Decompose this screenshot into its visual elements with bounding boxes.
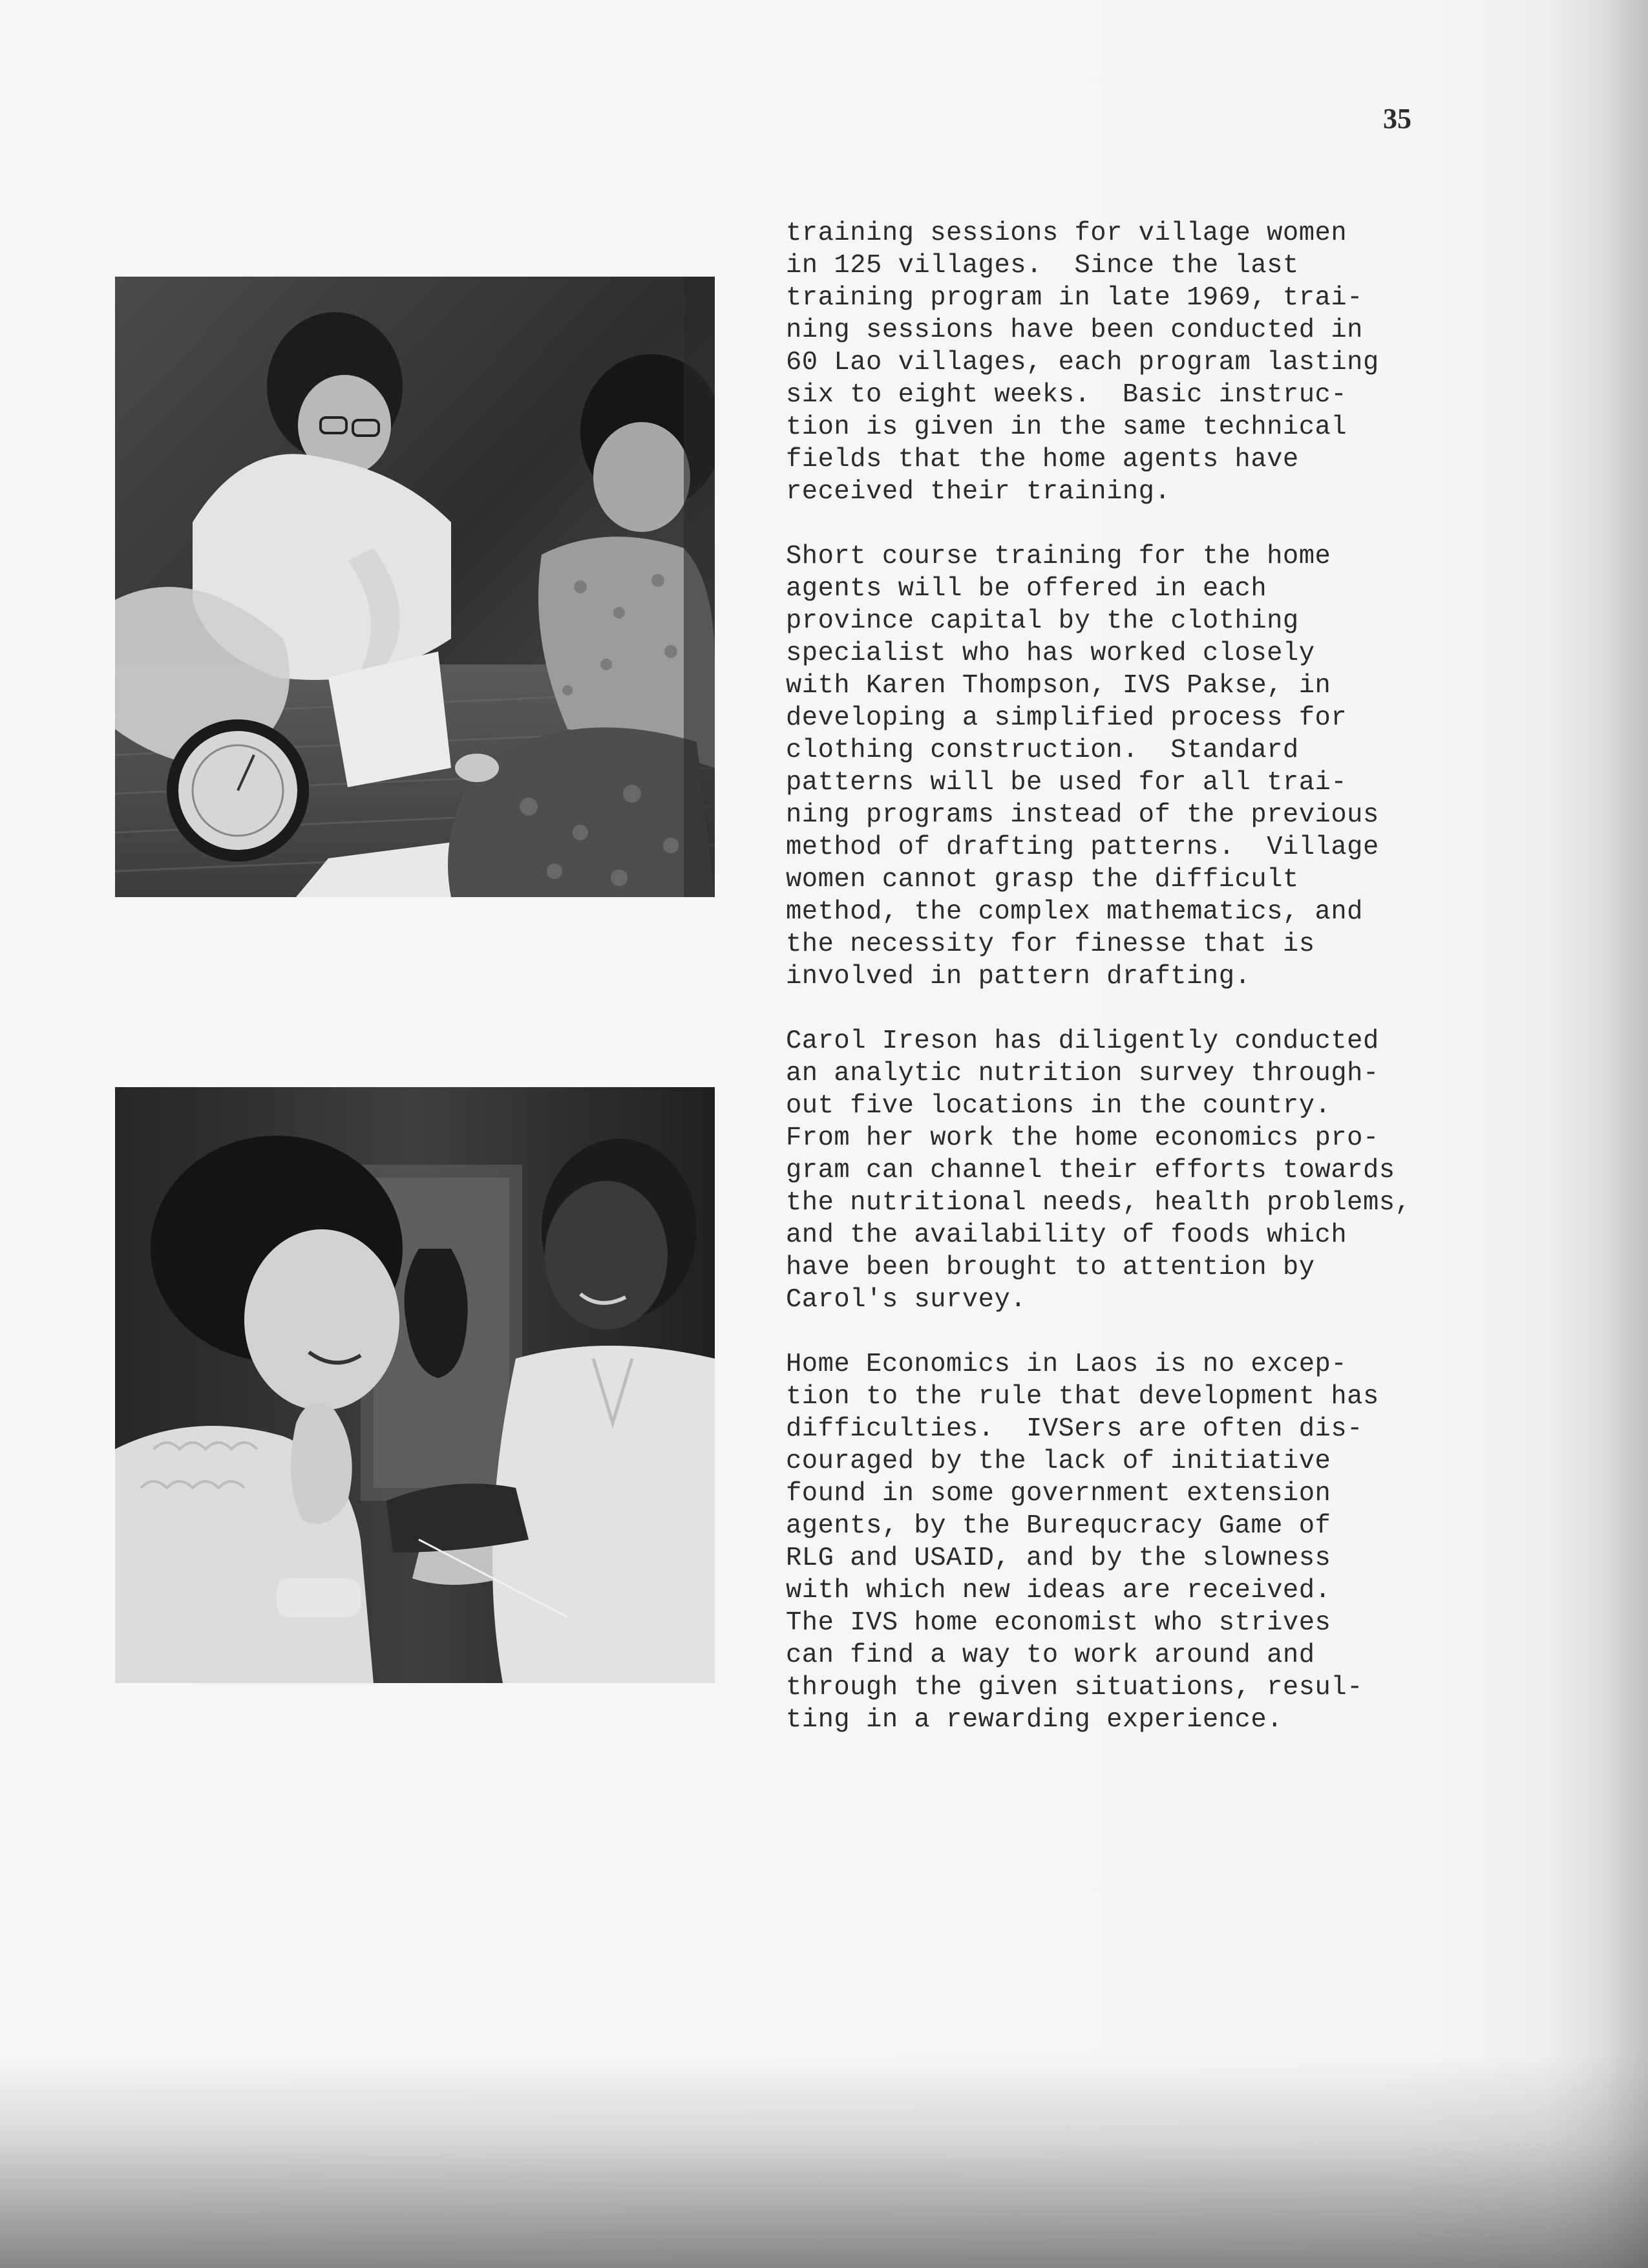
paragraph-short-course — [786, 540, 1471, 993]
text-line: ning sessions have been conducted in — [786, 315, 1363, 345]
text-line: Short course training for the home — [786, 542, 1331, 571]
text-line: ning programs instead of the previous — [786, 800, 1379, 830]
page-number: 35 — [1383, 103, 1411, 134]
text-line: with which new ideas are received. — [786, 1576, 1331, 1606]
text-line: ting in a rewarding experience. — [786, 1705, 1283, 1735]
text-line: have been brought to attention by — [786, 1253, 1315, 1282]
text-line: received their training. — [786, 477, 1171, 507]
text-line: tion is given in the same technical — [786, 412, 1347, 442]
text-line: an analytic nutrition survey through- — [786, 1059, 1379, 1088]
text-line: fields that the home agents have — [786, 445, 1299, 474]
photo-sewing-training — [115, 277, 715, 897]
text-line: training program in late 1969, trai- — [786, 283, 1363, 313]
text-line: 60 Lao villages, each program lasting — [786, 348, 1379, 377]
paragraph-home-economics-laos — [786, 1348, 1471, 1736]
text-line: through the given situations, resul- — [786, 1673, 1363, 1702]
text-line: The IVS home economist who strives — [786, 1608, 1331, 1638]
text-line: couraged by the lack of initiative — [786, 1447, 1331, 1476]
text-line: involved in pattern drafting. — [786, 962, 1251, 991]
text-line: with Karen Thompson, IVS Pakse, in — [786, 671, 1331, 701]
text-line: Carol Ireson has diligently conducted — [786, 1026, 1379, 1056]
text-line: agents will be offered in each — [786, 574, 1267, 604]
photo-laughing-pair-image — [115, 1087, 715, 1683]
text-line: and the availability of foods which — [786, 1220, 1347, 1250]
text-line: gram can channel their efforts towards — [786, 1156, 1395, 1185]
page-edge-shadow — [1545, 0, 1648, 2268]
text-line: Carol's survey. — [786, 1285, 1027, 1315]
text-line: out five locations in the country. — [786, 1091, 1331, 1121]
text-line: developing a simplified process for — [786, 703, 1347, 733]
text-line: difficulties. IVSers are often dis- — [786, 1414, 1363, 1444]
text-line: method of drafting patterns. Village — [786, 832, 1379, 862]
text-line: the necessity for finesse that is — [786, 929, 1315, 959]
scan-shadow — [0, 2055, 1648, 2268]
text-line: the nutritional needs, health problems, — [786, 1188, 1411, 1218]
text-line: Home Economics in Laos is no excep- — [786, 1350, 1347, 1379]
text-line: tion to the rule that development has — [786, 1382, 1379, 1412]
text-line: specialist who has worked closely — [786, 639, 1315, 668]
paragraph-nutrition-survey — [786, 1025, 1471, 1316]
text-line: province capital by the clothing — [786, 606, 1299, 636]
photo-sewing-training-image — [115, 277, 715, 897]
text-line: patterns will be used for all trai- — [786, 768, 1347, 798]
text-line: training sessions for village women — [786, 218, 1347, 248]
text-line: RLG and USAID, and by the slowness — [786, 1543, 1331, 1573]
text-line: method, the complex mathematics, and — [786, 897, 1363, 927]
article-text — [786, 217, 1471, 1768]
text-line: in 125 villages. Since the last — [786, 251, 1299, 281]
text-line: From her work the home economics pro- — [786, 1123, 1379, 1153]
text-line: clothing construction. Standard — [786, 736, 1299, 765]
paragraph-training-sessions — [786, 217, 1471, 508]
text-line: can find a way to work around and — [786, 1640, 1315, 1670]
text-line: women cannot grasp the difficult — [786, 865, 1299, 895]
photo-laughing-pair — [115, 1087, 715, 1683]
text-line: found in some government extension — [786, 1479, 1331, 1509]
text-line: agents, by the Burequcracy Game of — [786, 1511, 1331, 1541]
text-line: six to eight weeks. Basic instruc- — [786, 380, 1347, 410]
